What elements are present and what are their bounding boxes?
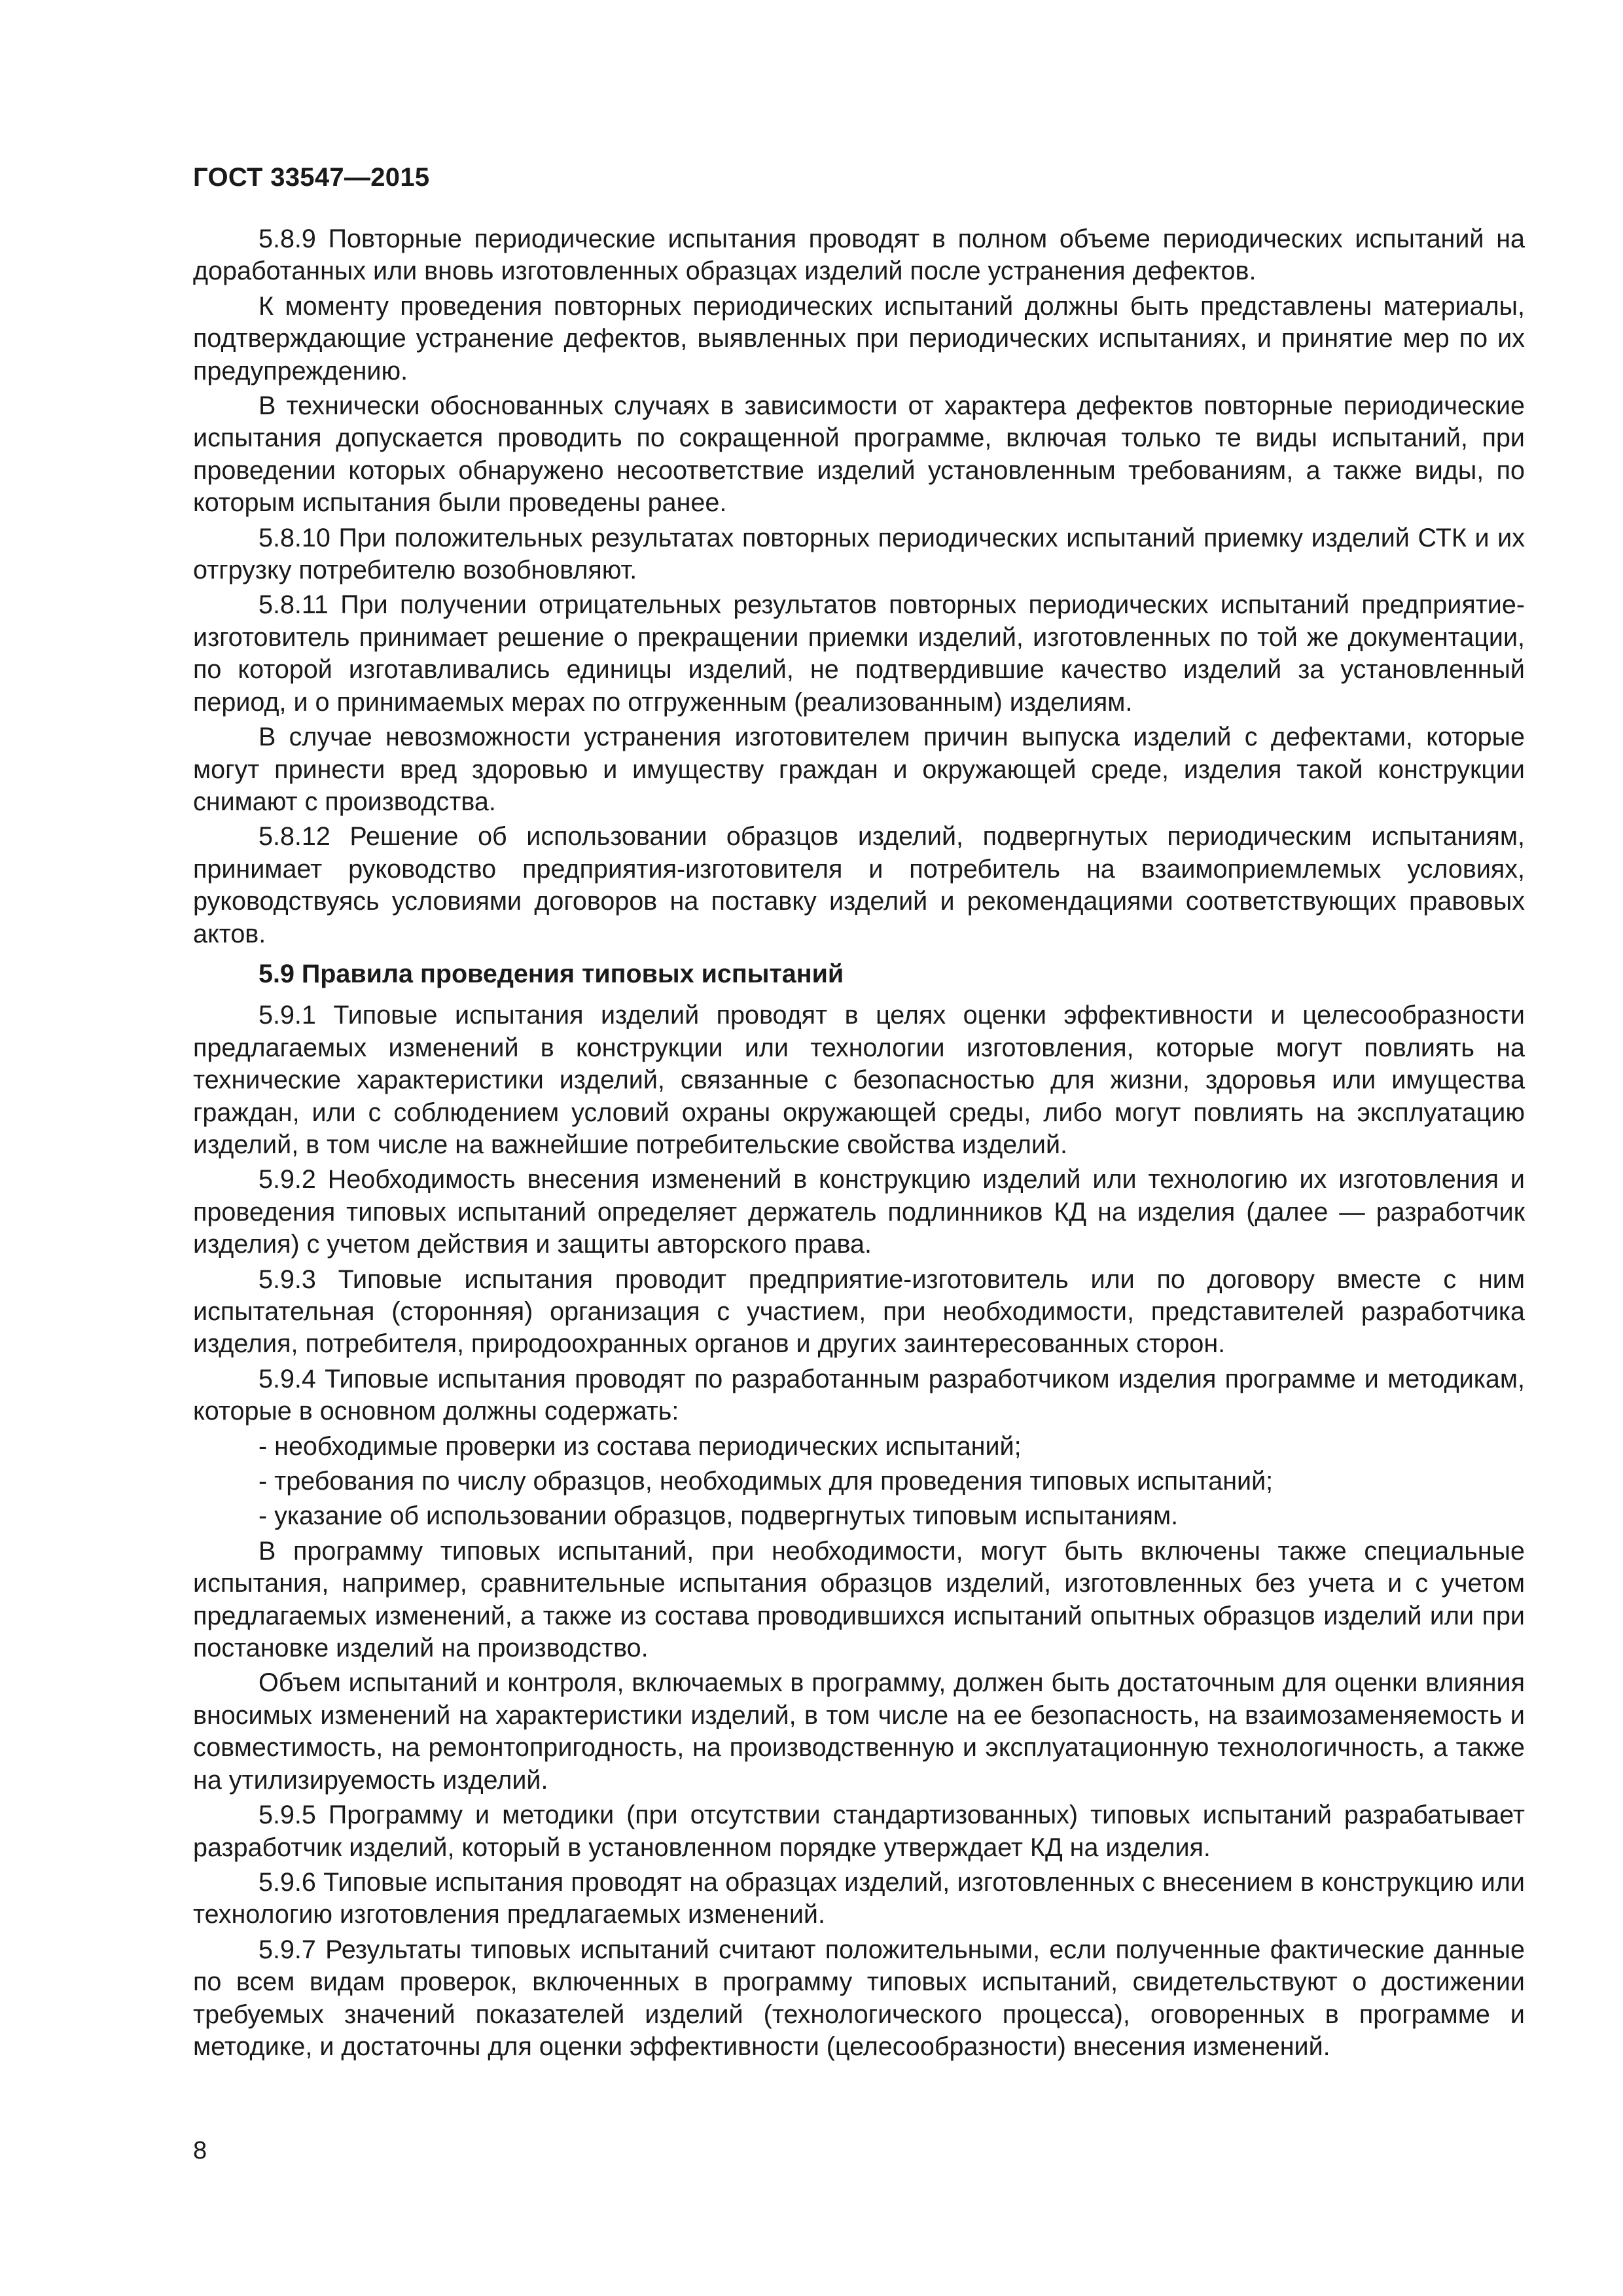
paragraph: К моменту проведения повторных периодических испытаний должны быть представлены материалы, подтверждающие устранение дефектов, выявленных при периодических испытаниях, и принятие мер по их предупреждению.: [193, 291, 1525, 386]
document-body: [193, 223, 1525, 2063]
paragraph: 5.9.5 Программу и методики (при отсутствии стандартизованных) типовых испытаний разрабатывает разработчик изделий, который в установленном порядке утверждает КД на изделия.: [193, 1801, 1525, 1862]
paragraph: В технически обоснованных случаях в зависимости от характера дефектов повторные периодические испытания допускается проводить по сокращенной программе, включая только те виды испытаний, при проведении которых обнаружено несоответствие изделий установленным требованиям, а также виды, по которым испытания были проведены ранее.: [193, 391, 1525, 518]
paragraph: 5.9.3 Типовые испытания проводит предприятие-изготовитель или по договору вместе с ним испытательная (сторонняя) организация с участием, при необходимости, представителей разработчика изделия, потребителя, природоохранных органов и других заинтересованных сторон.: [193, 1265, 1525, 1359]
list-item: - требования по числу образцов, необходимых для проведения типовых испытаний;: [259, 1467, 1274, 1496]
paragraph: 5.8.9 Повторные периодические испытания проводят в полном объеме периодических испытаний на доработанных или вновь изготовленных образцах изделий после устранения дефектов.: [193, 224, 1525, 286]
list-item: - необходимые проверки из состава периодических испытаний;: [259, 1431, 1022, 1461]
paragraph: 5.9.7 Результаты типовых испытаний считают положительными, если полученные фактические данные по всем видам проверок, включенных в программу типовых испытаний, свидетельствуют о достижении требуемых значений показателей изделий (технологического процесса), оговоренных в программе и методике, и достаточны для оценки эффективности (целесообразности) внесения изменений.: [193, 1935, 1525, 2061]
paragraph: 5.9.4 Типовые испытания проводят по разработанным разработчиком изделия программе и методикам, которые в основном должны содержать:: [193, 1364, 1525, 1426]
page-number: 8: [193, 2137, 207, 2164]
document-page: [193, 160, 1525, 2066]
paragraph: 5.8.10 При положительных результатах повторных периодических испытаний приемку изделий СТК и их отгрузку потребителю возобновляют.: [193, 523, 1525, 585]
document-standard-title: ГОСТ 33547—2015: [193, 163, 430, 192]
paragraph: В программу типовых испытаний, при необходимости, могут быть включены также специальные испытания, например, сравнительные испытания образцов изделий, изготовленных без учета и с учетом предлагаемых изменений, а также из состава проводившихся испытаний опытных образцов изделий или при постановке изделий на производство.: [193, 1536, 1525, 1663]
paragraph: Объем испытаний и контроля, включаемых в программу, должен быть достаточным для оценки влияния вносимых изменений на характеристики изделий, в том числе на ее безопасность, на взаимозаменяемость и совместимость, на ремонтопригодность, на производственную и эксплуатационную технологичность, а также на утилизируемость изделий.: [193, 1668, 1525, 1795]
paragraph: 5.9.2 Необходимость внесения изменений в конструкцию изделий или технологию их изготовления и проведения типовых испытаний определяет держатель подлинников КД на изделия (далее — разработчик изделия) с учетом действия и защиты авторского права.: [193, 1165, 1525, 1259]
paragraph: 5.8.12 Решение об использовании образцов изделий, подвергнутых периодическим испытаниям, принимает руководство предприятия-изготовителя и потребитель на взаимоприемлемых условиях, руководствуясь условиями договоров на поставку изделий и рекомендациями соответствующих правовых актов.: [193, 822, 1525, 948]
list-item: - указание об использовании образцов, подвергнутых типовым испытаниям.: [259, 1501, 1179, 1531]
paragraph: 5.9.1 Типовые испытания изделий проводят в целях оценки эффективности и целесообразности предлагаемых изменений в конструкции или технологии изготовления, которые могут повлиять на технические характеристики изделий, связанные с безопасностью для жизни, здоровья или имущества граждан, или с соблюдением условий охраны окружающей среды, либо могут повлиять на эксплуатацию изделий, в том числе на важнейшие потребительские свойства изделий.: [193, 1001, 1525, 1159]
section-heading: 5.9 Правила проведения типовых испытаний: [259, 959, 844, 988]
paragraph: 5.9.6 Типовые испытания проводят на образцах изделий, изготовленных с внесением в конструкцию или технологию изготовления предлагаемых изменений.: [193, 1867, 1525, 1929]
paragraph: 5.8.11 При получении отрицательных результатов повторных периодических испытаний предприятие-изготовитель принимает решение о прекращении приемки изделий, изготовленных по той же документации, по которой изготавливались единицы изделий, не подтвердившие качество изделий за установленный период, и о принимаемых мерах по отгруженным (реализованным) изделиям.: [193, 590, 1525, 717]
paragraph: В случае невозможности устранения изготовителем причин выпуска изделий с дефектами, которые могут принести вред здоровью и имуществу граждан и окружающей среде, изделия такой конструкции снимают с производства.: [193, 723, 1525, 816]
